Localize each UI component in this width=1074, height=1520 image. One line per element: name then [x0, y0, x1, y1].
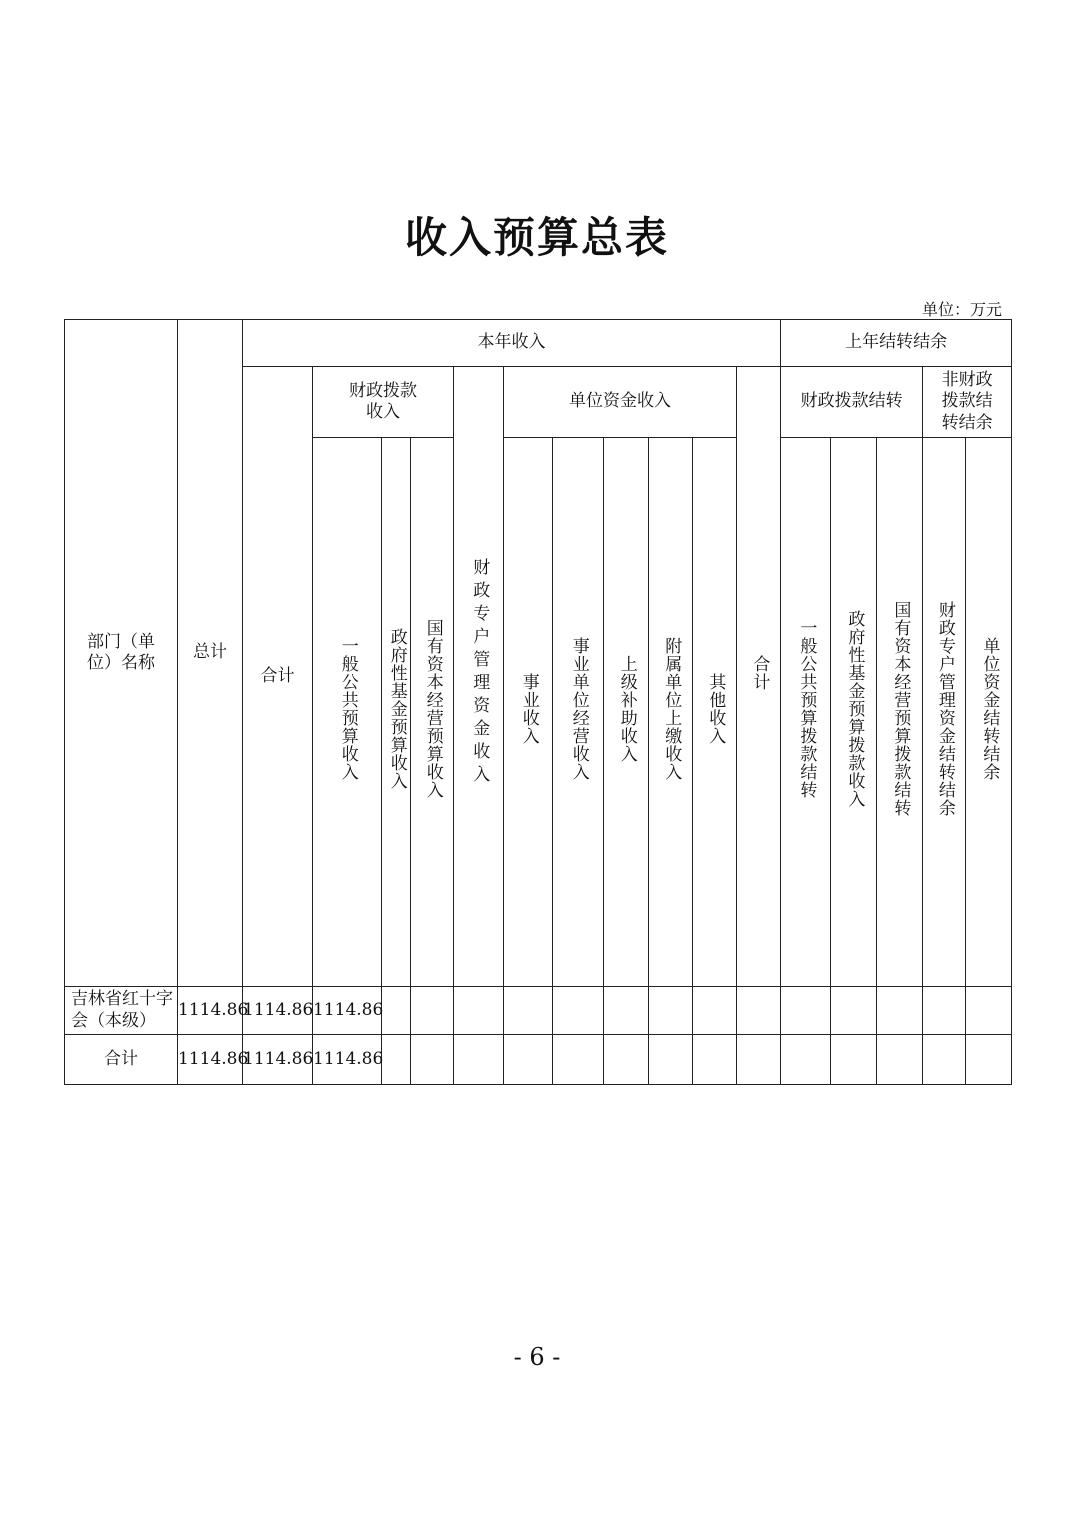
header-ly-unit-funds: 单位资金结转结余: [966, 438, 1012, 987]
row-dept-name: 吉林省红十字会（本级）: [65, 987, 178, 1035]
header-fiscal-special: 财政专户管理资金收入: [454, 367, 504, 987]
header-fiscal-income: 财政拨款收入: [313, 367, 454, 438]
header-affiliated-income: 附属单位上缴收入: [649, 438, 693, 987]
row-cy-total: 1114.86: [243, 987, 313, 1035]
header-current-year: 本年收入: [243, 320, 781, 367]
summary-row: [65, 1035, 1012, 1085]
header-operating-income: 事业单位经营收入: [553, 438, 604, 987]
header-last-year: 上年结转结余: [781, 320, 1012, 367]
page-number: - 6 -: [513, 1343, 561, 1371]
summary-label: 合计: [65, 1035, 178, 1085]
header-unit-funds: 单位资金收入: [504, 367, 737, 438]
page-title: 收入预算总表: [404, 213, 669, 262]
unit-label: 单位：万元: [921, 300, 1002, 319]
header-fiscal-carry: 财政拨款结转: [781, 367, 923, 438]
row-total: 1114.86: [178, 987, 243, 1035]
header-state-capital: 国有资本经营预算收入: [411, 438, 454, 987]
summary-general-public: 1114.86: [313, 1035, 382, 1085]
row-general-public: 1114.86: [313, 987, 382, 1035]
header-ly-state-capital: 国有资本经营预算拨款结转: [877, 438, 923, 987]
header-cy-total: 合计: [243, 367, 313, 987]
header-other-income: 其他收入: [693, 438, 737, 987]
header-gov-fund: 政府性基金预算收入: [382, 438, 411, 987]
header-ly-gov-fund: 政府性基金预算拨款收入: [831, 438, 877, 987]
summary-total: 1114.86: [178, 1035, 243, 1085]
header-dept-name: 部门（单位）名称: [65, 320, 178, 987]
header-non-fiscal-carry: 非财政拨款结转结余: [923, 367, 1012, 438]
header-superior-subsidy: 上级补助收入: [604, 438, 649, 987]
header-ly-general-public: 一般公共预算拨款结转: [781, 438, 831, 987]
header-ly-fiscal-special: 财政专户管理资金结转结余: [923, 438, 966, 987]
header-ly-total: 合计: [737, 367, 781, 987]
header-business-income: 事业收入: [504, 438, 553, 987]
header-general-public: 一般公共预算收入: [313, 438, 382, 987]
summary-cy-total: 1114.86: [243, 1035, 313, 1085]
header-total: 总计: [178, 320, 243, 987]
income-budget-table: [64, 319, 1012, 1085]
table-row: [65, 987, 1012, 1035]
